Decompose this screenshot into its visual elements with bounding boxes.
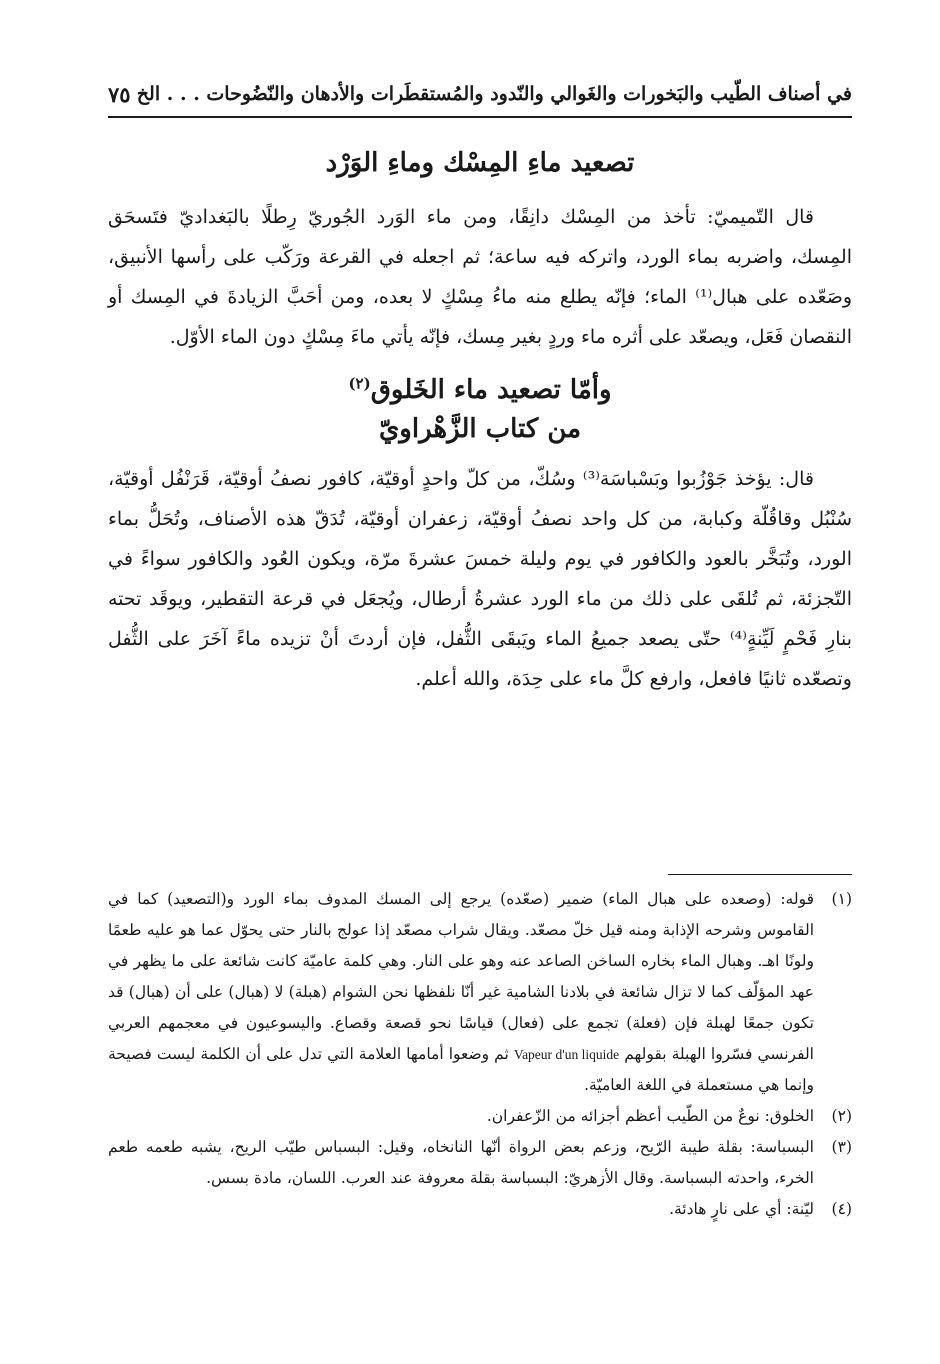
footnote-number: (٢) bbox=[831, 1107, 852, 1125]
footnote-number: (٣) bbox=[831, 1138, 852, 1156]
footnote-3 bbox=[108, 1132, 852, 1194]
footnote-text: الخلوق: نوعٌ من الطّيب أعظم أجزائه من الزّعفران. bbox=[486, 1107, 814, 1125]
footnote-4 bbox=[108, 1194, 852, 1225]
footnote-1 bbox=[108, 884, 852, 1101]
footnote-number: (٤) bbox=[831, 1200, 852, 1218]
page-number: ٧٥ bbox=[108, 81, 131, 107]
footnote-text: البسباسة: بقلة طيبة الرّيح، وزعم بعض الرواة أنّها النانخاه، وقيل: البسباس طيّب الريح، يشبه طعمه طعم الخرء، واحدته البسباسة. وقال الأزهريّ: البسباسة بقلة معروفة عند العرب. اللسان، مادة بسس. bbox=[108, 1138, 814, 1187]
section-subheading-zahrawi: من كتاب الزَّهْراويّ bbox=[378, 414, 582, 444]
footnotes bbox=[108, 884, 852, 1225]
footnote-number: (١) bbox=[831, 890, 852, 908]
footnote-2 bbox=[108, 1101, 852, 1132]
running-title: في أصناف الطّيب والبَخورات والغَوالي والنّدود والمُستقطَرات والأدهان والنّضُوحات . . . الخ bbox=[136, 83, 852, 105]
section-heading-musk-rose-water: تصعيد ماءِ المِسْك وماءِ الوَرْد bbox=[325, 148, 635, 178]
heading-text: وأمّا تصعيد ماء الخَلوق bbox=[370, 375, 612, 405]
footnote-separator bbox=[668, 874, 852, 875]
running-header bbox=[108, 72, 852, 118]
paragraph-musk-rose-water bbox=[108, 197, 852, 357]
paragraph-text: قال: يؤخذ جَوْزُبوا وبَسْباسَة⁽³⁾ وسُكّ، من كلّ واحدٍ أوقيّة، كافور نصفُ أوقيّة، قَرَنْفُل أوقيّة، سُنْبُل وقاقُلّة وكبابة، من كل واحد نصفُ أوقيّة، زعفران أوقيّة، تُدَقّ هذه الأصناف، وتُحَلُّ بماء الورد، وتُبَخَّر بالعود والكافور في يوم وليلة خمسَ عشرةَ مرّة، ويكون العُود والكافور سواءً في التّجزئة، ثم تُلقَى على ذلك من ماء الورد عشرةُ أرطال، ويُجعَل في قرعة التقطير، ويوقَد تحته بنارِ فَحْمٍ لَيِّنةٍ⁽⁴⁾ حتّى يصعد جميعُ الماء ويَبقَى الثُّفل، فإن أردتَ أنْ تزيده ماءً آخَرَ على الثُّفل وتصعّده ثانيًا فافعل، وارفع كلَّ ماء على حِدَة، والله أعلم. bbox=[108, 468, 853, 690]
paragraph-khaluq bbox=[108, 459, 852, 699]
footnote-ref[interactable]: (٢) bbox=[348, 374, 371, 393]
footnote-text: قوله: (وصعده على هبال الماء) ضمير (صعّده) يرجع إلى المسك المدوف بماء الورد و(التصعيد) كما في القاموس وشرحه الإذابة ومنه قيل خلّ مصعّد. ويقال شراب مصعّد إذا عولج بالنار حتى يحوّل عما هو عليه طعمًا ولونًا اهـ. وهبال الماء بخاره الساخن الصاعد عنه وهو على النار. وهي كلمة عاميّة كانت شائعة على ما يظهر في عهد المؤلّف كما لا تزال شائعة في بلادنا الشامية غير أنّا نلفظها نحن الشوام (هبلة) لا (هبال) على أن (هبال) قد تكون جمعًا لهبلة فإن (فعلة) تجمع على (فعال) قياسًا نحو قصعة وقصاع. واليسوعيون في معجمهم العربي الفرنسي فسّروا الهبلة بقولهم Vapeur d'un liquide ثم وضعوا أمامها العلامة التي تدل على أن الكلمة ليست فصيحة وإنما هي مستعملة في اللغة العاميّة. bbox=[108, 890, 814, 1094]
section-heading-khaluq bbox=[108, 371, 852, 410]
latin-gloss: Vapeur d'un liquide bbox=[513, 1047, 620, 1062]
footnote-text: ليّنة: أي على نارٍ هادئة. bbox=[669, 1200, 814, 1218]
main-text bbox=[108, 140, 852, 699]
paragraph-text: قال التّميميّ: تأخذ من المِسْك دانِقًا، ومن ماء الوَرد الجُوريّ رِطلًا بالبَغداديّ فتَسحَق المِسك، واضربه بماء الورد، واتركه فيه ساعة؛ ثم اجعله في القرعة ورَكّب على رأسها الأنبيق، وصَعّده على هبال⁽¹⁾ الماء؛ فإنّه يطلع منه ماءُ مِسْكٍ لا بعده، ومن أحَبَّ الزيادةَ في المِسك أو النقصان فَعَل، ويصعّد على أثره ماء وردٍ بغير مِسك، فإنّه يأتي ماءَ مِسْكٍ دون الماء الأوّل. bbox=[108, 206, 852, 348]
